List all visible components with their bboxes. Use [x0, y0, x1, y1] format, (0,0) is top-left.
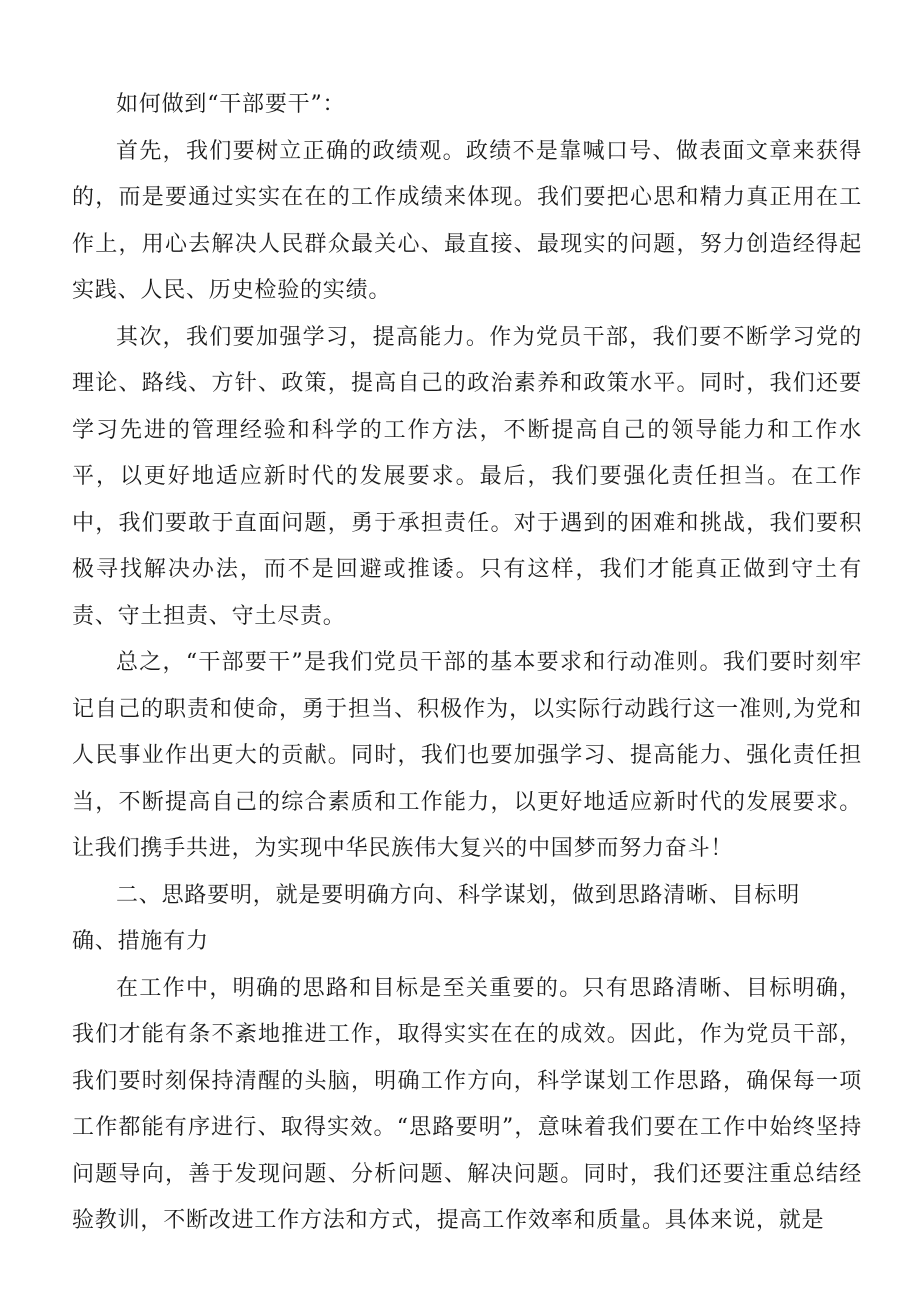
paragraph-section-two-body: 在工作中，明确的思路和目标是至关重要的。只有思路清晰、目标明确，我们才能有条不紊地推进工作，取得实实在在的成效。因此，作为党员干部，我们要时刻保持清醒的头脑，明确工作方向，科学谋划工作思路，确保每一项工作都能有序进行、取得实效。“思路要明”，意味着我们要在工作中始终坚持问题导向，善于发现问题、分析问题、解决问题。同时，我们还要注重总结经验教训，不断改进工作方法和方式，提高工作效率和质量。具体来说，就是 — [72, 975, 862, 1233]
document-page — [72, 82, 862, 1245]
paragraph-intro-question: 如何做到“干部要干”： — [116, 92, 346, 117]
paragraph-summary: 总之，“干部要干”是我们党员干部的基本要求和行动准则。我们要时刻牢记自己的职责和使命，勇于担当、积极作为，以实际行动践行这一准则,为党和人民事业作出更大的贡献。同时，我们也要加强学习、提高能力、强化责任担当，不断提高自己的综合素质和工作能力，以更好地适应新时代的发展要求。让我们携手共进，为实现中华民族伟大复兴的中国梦而努力奋斗！ — [72, 650, 862, 861]
paragraph-first-point: 首先，我们要树立正确的政绩观。政绩不是靠喊口号、做表面文章来获得的，而是要通过实实在在的工作成绩来体现。我们要把心思和精力真正用在工作上，用心去解决人民群众最关心、最直接、最现实的问题，努力创造经得起实践、人民、历史检验的实绩。 — [72, 138, 862, 303]
section-heading-two: 二、思路要明，就是要明确方向、科学谋划，做到思路清晰、目标明确、措施有力 — [72, 882, 801, 954]
paragraph-second-point: 其次，我们要加强学习，提高能力。作为党员干部，我们要不断学习党的理论、路线、方针、政策，提高自己的政治素养和政策水平。同时，我们还要学习先进的管理经验和科学的工作方法，不断提高自己的领导能力和工作水平，以更好地适应新时代的发展要求。最后，我们要强化责任担当。在工作中，我们要敢于直面问题，勇于承担责任。对于遇到的困难和挑战，我们要积极寻找解决办法，而不是回避或推诿。只有这样，我们才能真正做到守土有责、守土担责、守土尽责。 — [72, 324, 862, 629]
